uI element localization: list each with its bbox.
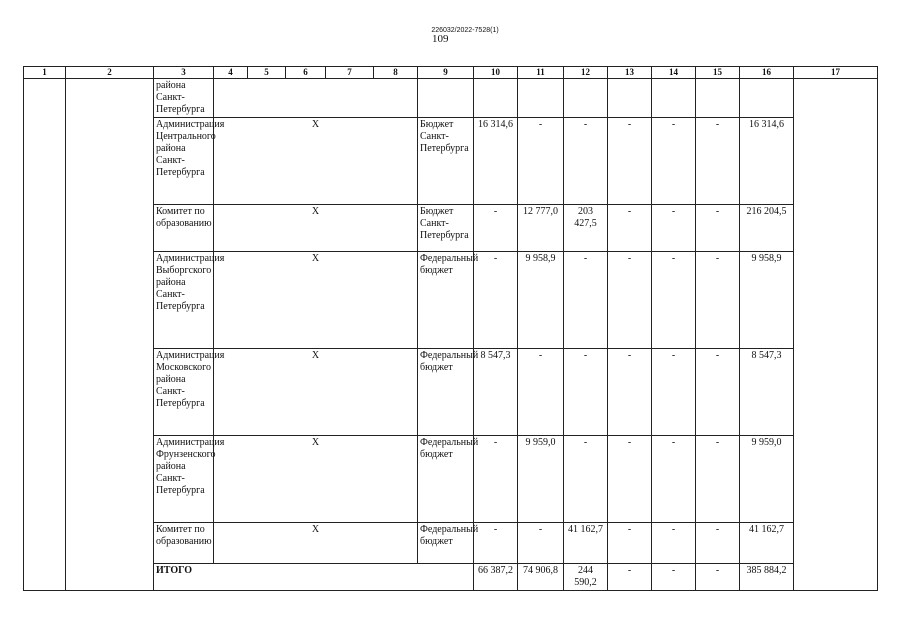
value-cell: - bbox=[474, 205, 518, 252]
x-cell bbox=[214, 79, 418, 118]
value-cell: - bbox=[518, 523, 564, 564]
total-value: 74 906,8 bbox=[518, 564, 564, 591]
col-6: 6 bbox=[286, 67, 326, 79]
value-cell: 16 314,6 bbox=[474, 118, 518, 205]
value-cell bbox=[608, 79, 652, 118]
grand-total-value: 385 884,2 bbox=[740, 564, 794, 591]
org-cell: района Санкт-Петербурга bbox=[154, 79, 214, 118]
value-cell: - bbox=[518, 118, 564, 205]
value-cell bbox=[474, 79, 518, 118]
source-cell bbox=[418, 79, 474, 118]
value-cell: 12 777,0 bbox=[518, 205, 564, 252]
total-cell: 41 162,7 bbox=[740, 523, 794, 564]
value-cell: - bbox=[652, 205, 696, 252]
org-cell: Администрация Центрального района Санкт-Петербурга bbox=[154, 118, 214, 205]
x-cell: Х bbox=[214, 436, 418, 523]
value-cell: - bbox=[564, 436, 608, 523]
value-cell: - bbox=[518, 349, 564, 436]
col-11: 11 bbox=[518, 67, 564, 79]
col-17: 17 bbox=[794, 67, 878, 79]
value-cell bbox=[564, 79, 608, 118]
value-cell bbox=[652, 79, 696, 118]
value-cell: - bbox=[608, 118, 652, 205]
value-cell: - bbox=[474, 436, 518, 523]
x-cell: Х bbox=[214, 349, 418, 436]
value-cell: - bbox=[696, 349, 740, 436]
value-cell: - bbox=[652, 436, 696, 523]
org-cell: Администрация Фрунзенского района Санкт-Петербурга bbox=[154, 436, 214, 523]
col-7: 7 bbox=[326, 67, 374, 79]
value-cell: - bbox=[608, 349, 652, 436]
col-3: 3 bbox=[154, 67, 214, 79]
source-cell: Федеральный бюджет bbox=[418, 252, 474, 349]
col-2: 2 bbox=[66, 67, 154, 79]
x-cell: Х bbox=[214, 523, 418, 564]
total-value: 244 590,2 bbox=[564, 564, 608, 591]
col-9: 9 bbox=[418, 67, 474, 79]
value-cell: 9 958,9 bbox=[518, 252, 564, 349]
org-cell: Администрация Московского района Санкт-Петербурга bbox=[154, 349, 214, 436]
col-5: 5 bbox=[248, 67, 286, 79]
col17-cell bbox=[794, 79, 878, 591]
total-cell bbox=[740, 79, 794, 118]
total-value: - bbox=[652, 564, 696, 591]
source-cell: Федеральный бюджет bbox=[418, 349, 474, 436]
col-10: 10 bbox=[474, 67, 518, 79]
col2-cell bbox=[66, 79, 154, 591]
col-13: 13 bbox=[608, 67, 652, 79]
value-cell: - bbox=[652, 252, 696, 349]
total-value: 66 387,2 bbox=[474, 564, 518, 591]
value-cell: - bbox=[652, 523, 696, 564]
value-cell: - bbox=[652, 349, 696, 436]
value-cell: - bbox=[652, 118, 696, 205]
org-cell: Комитет по образованию bbox=[154, 205, 214, 252]
document-stamp: 226032/2022-7528(1) bbox=[431, 27, 499, 34]
table-row bbox=[24, 79, 878, 118]
col-4: 4 bbox=[214, 67, 248, 79]
value-cell: - bbox=[696, 523, 740, 564]
x-cell: Х bbox=[214, 252, 418, 349]
col1-cell bbox=[24, 79, 66, 591]
value-cell: - bbox=[608, 436, 652, 523]
total-cell: 16 314,6 bbox=[740, 118, 794, 205]
value-cell: - bbox=[564, 252, 608, 349]
org-cell: Администрация Выборгского района Санкт-Петербурга bbox=[154, 252, 214, 349]
col-1: 1 bbox=[24, 67, 66, 79]
value-cell: - bbox=[696, 205, 740, 252]
value-cell: 9 959,0 bbox=[518, 436, 564, 523]
value-cell bbox=[696, 79, 740, 118]
budget-table bbox=[23, 66, 878, 591]
value-cell: - bbox=[564, 118, 608, 205]
value-cell: - bbox=[696, 252, 740, 349]
value-cell: - bbox=[608, 252, 652, 349]
total-value: - bbox=[696, 564, 740, 591]
org-cell: Комитет по образованию bbox=[154, 523, 214, 564]
source-cell: Бюджет Санкт-Петербурга bbox=[418, 205, 474, 252]
col-14: 14 bbox=[652, 67, 696, 79]
value-cell: 41 162,7 bbox=[564, 523, 608, 564]
value-cell: 8 547,3 bbox=[474, 349, 518, 436]
total-cell: 8 547,3 bbox=[740, 349, 794, 436]
x-cell: Х bbox=[214, 205, 418, 252]
value-cell: - bbox=[608, 523, 652, 564]
source-cell: Федеральный бюджет bbox=[418, 436, 474, 523]
total-cell: 216 204,5 bbox=[740, 205, 794, 252]
value-cell: - bbox=[564, 349, 608, 436]
col-16: 16 bbox=[740, 67, 794, 79]
col-8: 8 bbox=[374, 67, 418, 79]
page-number: 109 bbox=[432, 33, 449, 45]
col-12: 12 bbox=[564, 67, 608, 79]
total-cell: 9 958,9 bbox=[740, 252, 794, 349]
value-cell bbox=[518, 79, 564, 118]
total-cell: 9 959,0 bbox=[740, 436, 794, 523]
source-cell: Федеральный бюджет bbox=[418, 523, 474, 564]
value-cell: - bbox=[608, 205, 652, 252]
total-value: - bbox=[608, 564, 652, 591]
x-cell: Х bbox=[214, 118, 418, 205]
column-number-row bbox=[24, 67, 878, 79]
col-15: 15 bbox=[696, 67, 740, 79]
value-cell: - bbox=[474, 252, 518, 349]
value-cell: 203 427,5 bbox=[564, 205, 608, 252]
source-cell: Бюджет Санкт-Петербурга bbox=[418, 118, 474, 205]
value-cell: - bbox=[474, 523, 518, 564]
value-cell: - bbox=[696, 118, 740, 205]
total-label: ИТОГО bbox=[154, 564, 474, 591]
value-cell: - bbox=[696, 436, 740, 523]
